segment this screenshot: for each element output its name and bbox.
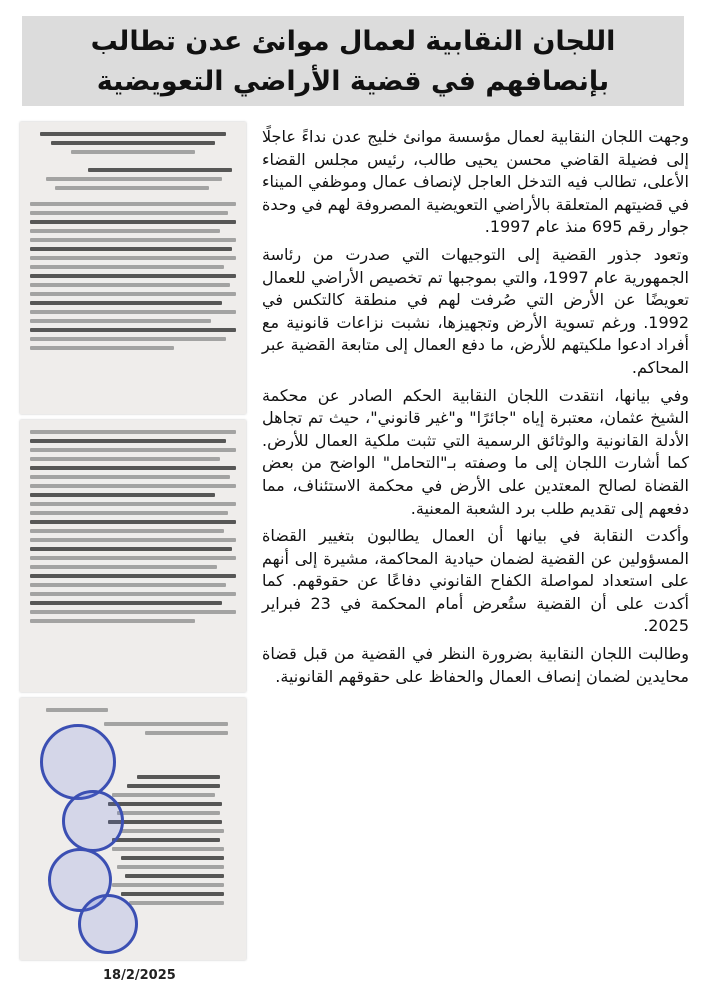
article-paragraph: وأكدت النقابة في بيانها أن العمال يطالبون بتغيير القضاة المسؤولين عن القضية لضمان حيادية المحاكمة، مشيرة إلى أنهم على استعداد لمواصلة الكفاح القانوني دفاعًا عن حقوقهم. كما أكدت على أن القضية ستُعرض أمام المحكمة في 23 فبراير 2025. — [262, 526, 690, 636]
document-photo-1 — [20, 122, 246, 414]
article-paragraph: وفي بيانها، انتقدت اللجان النقابية الحكم الصادر عن محكمة الشيخ عثمان، معتبرة إياه "جائرًا" و"غير قانوني"، حيث تم تجاهل الأدلة القانونية والوثائق الرسمية التي تثبت ملكية العمال للأرض. كما أشارت اللجان إلى ما وصفته بـ"التحامل" الواضح من بعض القضاة لصالح المعتدين على الأرض في محكمة الاستئناف، مما دفعهم إلى تقديم طلب برد الشعبة المعنية. — [262, 385, 689, 518]
article-paragraph: وطالبت اللجان النقابية بضرورة النظر في القضية من قبل قضاة محايدين لضمان إنصاف العمال والحفاظ على حقوقهم القانونية. — [262, 644, 689, 686]
document-photo-2 — [20, 420, 246, 692]
article-body — [262, 126, 689, 693]
document-photo-3 — [20, 698, 246, 960]
headline-line-2: بإنصافهم في قضية الأراضي التعويضية — [96, 66, 610, 97]
photo-date: 18/2/2025 — [103, 968, 176, 983]
headline-banner — [22, 16, 684, 106]
headline-line-1: اللجان النقابية لعمال موانئ عدن تطالب — [90, 26, 616, 57]
official-stamp-icon — [62, 790, 124, 852]
document-photo-1-text — [30, 132, 236, 404]
document-photo-2-text — [30, 430, 236, 682]
article-paragraph: وتعود جذور القضية إلى التوجيهات التي صدرت من رئاسة الجمهورية عام 1997، والتي بموجبها تم تخصيص الأراضي للعمال تعويضًا عن الأرض التي صُرفت لهم في منطقة كالتكس في 1992. ورغم تسوية الأرض وتجهيزها، نشبت نزاعات قانونية مع أفراد ادعوا ملكيتهم للأرض، ما دفع العمال إلى متابعة القضية عبر المحاكم. — [262, 244, 689, 377]
official-stamp-icon — [40, 724, 116, 800]
article-paragraph: وجهت اللجان النقابية لعمال مؤسسة موانئ خليج عدن نداءً عاجلًا إلى فضيلة القاضي محسن يحيى طالب، رئيس مجلس القضاء الأعلى، تطالب فيه التدخل العاجل لإنصاف عمال وموظفي الميناء في قضيتهم المتعلقة بالأراضي التعويضية المصروفة لهم في وحدة جوار رقم 695 منذ عام 1997. — [262, 127, 689, 237]
official-stamp-icon — [78, 894, 138, 954]
